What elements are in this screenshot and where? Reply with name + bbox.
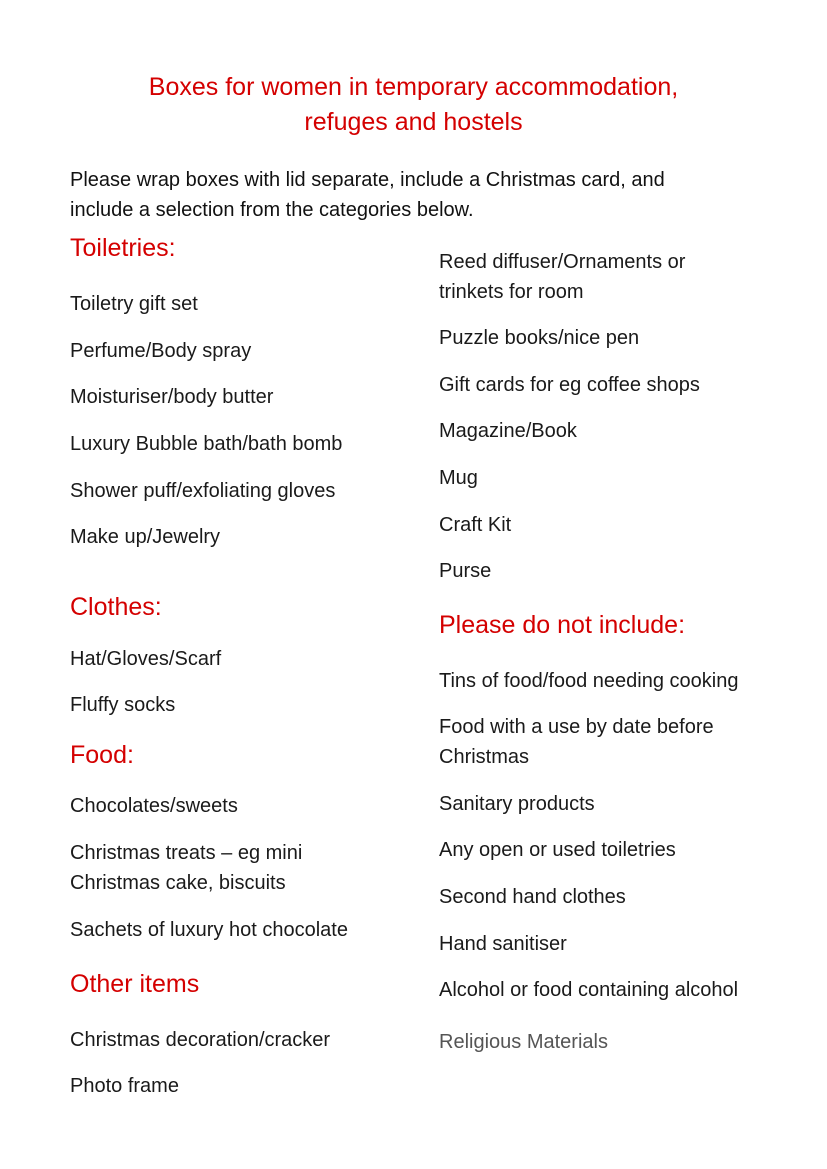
list-item xyxy=(439,712,714,772)
intro-line-2: include a selection from the categories below. xyxy=(70,199,474,221)
list-item: Mug xyxy=(439,467,478,489)
list-item: Gift cards for eg coffee shops xyxy=(439,374,700,396)
list-item-line: Reed diffuser/Ornaments or xyxy=(439,251,686,273)
intro-line-1: Please wrap boxes with lid separate, include a Christmas card, and xyxy=(70,169,665,191)
list-item: Alcohol or food containing alcohol xyxy=(439,979,739,1001)
list-item: Shower puff/exfoliating gloves xyxy=(70,480,336,502)
list-item: Hand sanitiser xyxy=(439,933,567,955)
list-item-line: Christmas cake, biscuits xyxy=(70,872,286,894)
list-item: Christmas decoration/cracker xyxy=(70,1029,331,1051)
list-item: Tins of food/food needing cooking xyxy=(439,670,739,692)
page-title xyxy=(0,70,827,140)
list-item: Chocolates/sweets xyxy=(70,795,238,817)
list-item: Hat/Gloves/Scarf xyxy=(70,648,222,670)
list-item: Fluffy socks xyxy=(70,694,176,716)
toiletries-heading: Toiletries: xyxy=(70,234,176,262)
exclusions-heading: Please do not include: xyxy=(439,611,686,639)
title-line-2: refuges and hostels xyxy=(304,108,523,136)
intro-paragraph xyxy=(70,165,760,225)
other-items-heading: Other items xyxy=(70,970,200,998)
title-line-1: Boxes for women in temporary accommodation, xyxy=(148,73,679,101)
list-item: Second hand clothes xyxy=(439,886,626,908)
list-item-line: Christmas xyxy=(439,746,530,768)
list-item xyxy=(70,838,302,898)
list-item: Perfume/Body spray xyxy=(70,340,252,362)
list-item: Craft Kit xyxy=(439,514,512,536)
list-item: Toiletry gift set xyxy=(70,293,198,315)
list-item: Make up/Jewelry xyxy=(70,526,221,548)
list-item xyxy=(439,247,685,307)
list-item: Purse xyxy=(439,560,492,582)
list-item: Luxury Bubble bath/bath bomb xyxy=(70,433,343,455)
list-item-line: Christmas treats – eg mini xyxy=(70,842,303,864)
list-item: Sachets of luxury hot chocolate xyxy=(70,919,348,941)
list-item: Puzzle books/nice pen xyxy=(439,327,640,349)
food-heading: Food: xyxy=(70,741,134,769)
list-item: Moisturiser/body butter xyxy=(70,386,274,408)
list-item: Photo frame xyxy=(70,1075,179,1097)
list-item: Any open or used toiletries xyxy=(439,839,676,861)
list-item: Religious Materials xyxy=(439,1031,608,1053)
list-item-line: trinkets for room xyxy=(439,281,584,303)
list-item: Sanitary products xyxy=(439,793,595,815)
list-item-line: Food with a use by date before xyxy=(439,716,714,738)
list-item: Magazine/Book xyxy=(439,420,577,442)
clothes-heading: Clothes: xyxy=(70,593,162,621)
